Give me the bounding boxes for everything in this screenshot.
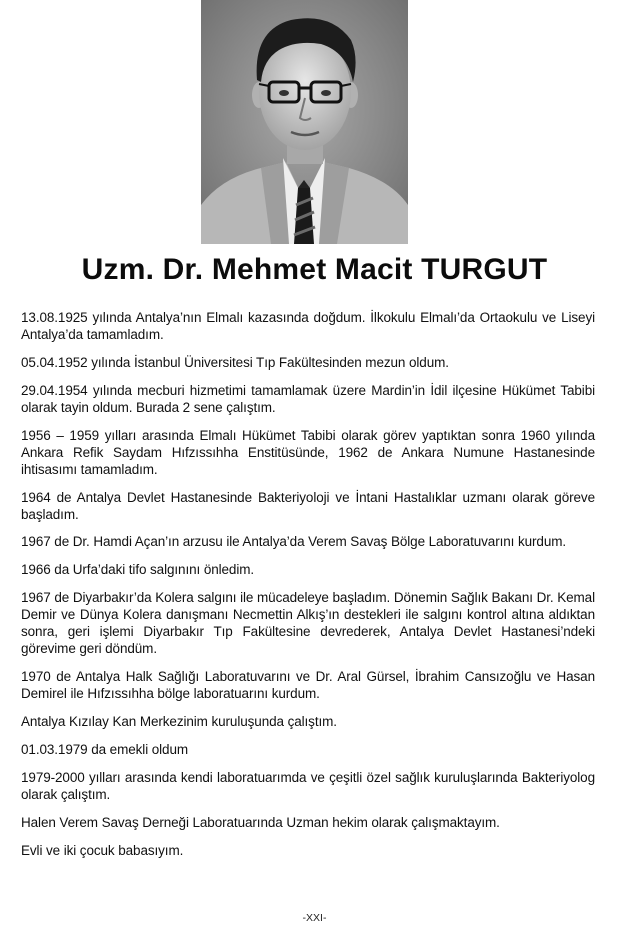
biography-paragraph: 13.08.1925 yılında Antalya’nın Elmalı kazasında doğdum. İlkokulu Elmalı’da Ortaokulu ve Liseyi Antalya’da tamamladım.: [21, 310, 595, 342]
biography-paragraph: Evli ve iki çocuk babasıyım.: [21, 842, 184, 858]
biography-body: [21, 309, 595, 869]
biography-paragraph: 1967 de Diyarbakır’da Kolera salgını ile mücadeleye başladım. Dönemin Sağlık Bakanı Dr. Kemal Demir ve Dünya Kolera danışmanı Necmettin Alkış’ın destekleri ile salgını kontrol altına aldıktan sonra, geri işlemi Diyarbakır Tıp Fakültesine devrederek, Antalya Devlet Hastanesi’ndeki görevime geri döndüm.: [21, 590, 595, 657]
biography-paragraph: 01.03.1979 da emekli oldum: [21, 741, 189, 757]
portrait-photo: [201, 0, 408, 244]
biography-paragraph: 1966 da Urfa’daki tifo salgınını önledim.: [21, 562, 255, 578]
biography-paragraph: 29.04.1954 yılında mecburi hizmetimi tamamlamak üzere Mardin’in İdil ilçesine Hükümet Tabibi olarak tayin oldum. Burada 2 sene çalıştım.: [21, 382, 595, 415]
biography-paragraph: 1964 de Antalya Devlet Hastanesinde Bakteriyoloji ve İntani Hastalıklar uzmanı olarak göreve başladım.: [21, 489, 595, 522]
biography-paragraph: 1970 de Antalya Halk Sağlığı Laboratuvarını ve Dr. Aral Gürsel, İbrahim Cansızoğlu ve Hasan Demirel ile Hıfzıssıhha bölge laboratuarını kurdum.: [21, 669, 595, 702]
biography-paragraph: 05.04.1952 yılında İstanbul Üniversitesi Tıp Fakültesinden mezun oldum.: [21, 354, 449, 370]
page-title: Uzm. Dr. Mehmet Macit TURGUT: [81, 253, 548, 286]
page-number: -XXI-: [302, 912, 327, 924]
portrait-icon: [201, 0, 408, 244]
biography-paragraph: Antalya Kızılay Kan Merkezinim kuruluşunda çalıştım.: [21, 714, 337, 730]
biography-paragraph: 1956 – 1959 yılları arasında Elmalı Hükümet Tabibi olarak görev yaptıktan sonra 1960 yılında Ankara Refik Saydam Hıfzıssıhha Enstitüsünde, 1962 de Ankara Numune Hastanesinde ihtisasımı tamamladım.: [21, 427, 595, 477]
biography-paragraph: 1967 de Dr. Hamdi Açan’ın arzusu ile Antalya’da Verem Savaş Bölge Laboratuvarını kurdum.: [21, 534, 567, 550]
biography-paragraph: Halen Verem Savaş Derneği Laboratuarında Uzman hekim olarak çalışmaktayım.: [21, 814, 500, 830]
biography-paragraph: 1979-2000 yılları arasında kendi laboratuarımda ve çeşitli özel sağlık kuruluşlarında Bakteriyolog olarak çalıştım.: [21, 769, 595, 802]
